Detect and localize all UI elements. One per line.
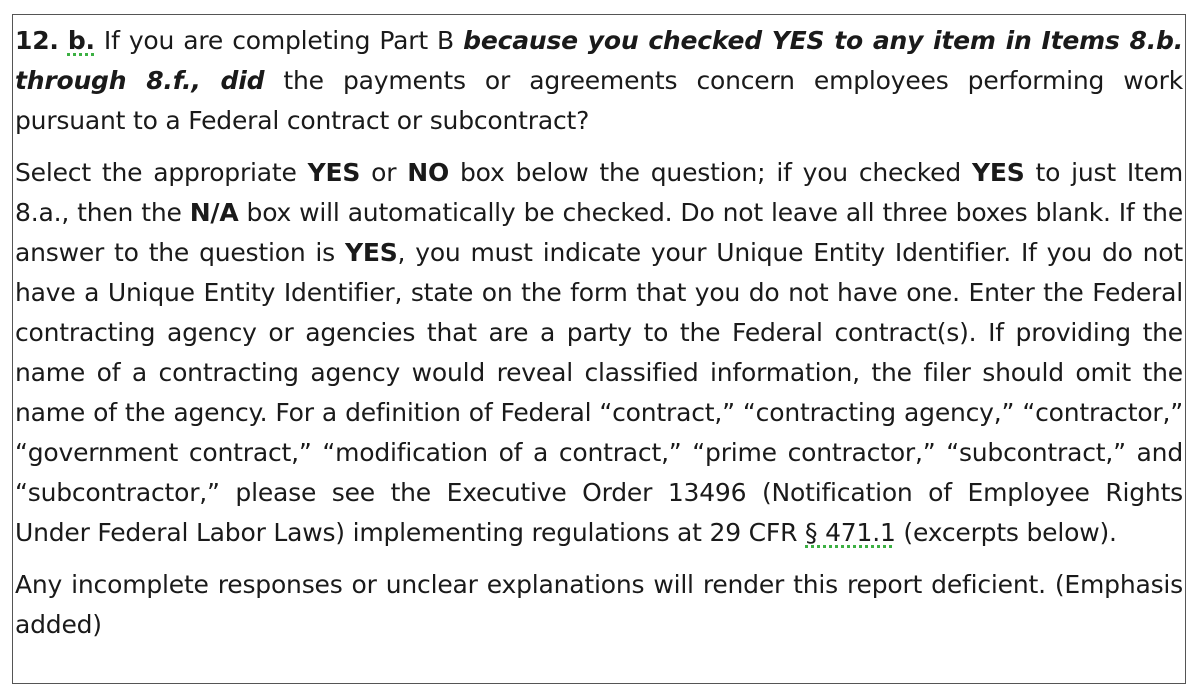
instructions-text-5: box will automatically be checked. Do not leave all three boxes blank. If the answer to the question is — [15, 198, 1183, 267]
instructions-text-6: , you must indicate your Unique Entity Identifier. If you do not have a Unique Entity Identifier, state on the form that you do not have one. Enter the Federal contracting agency or agencies that are a party to the Federal contract(s). If providing the name of a contracting agency would reveal classified information, the filer should omit the name of the agency. For a definition of Federal “contract,” “contracting agency,” “contractor,” “government contract,” “modification of a contract,” “prime contractor,” “subcontract,” and “subcontractor,” please see the Executive Order 13496 (Notification of Employee Rights Under Federal Labor Laws) implementing regulations at 29 CFR — [15, 238, 1184, 547]
yes-label-2: YES — [971, 158, 1025, 187]
instructions-text-1: Select the appropriate — [15, 158, 308, 187]
yes-label-3: YES — [344, 238, 398, 267]
cfr-citation: § 471.1 — [805, 518, 896, 547]
instructions-text-7: (excerpts below). — [895, 518, 1117, 547]
instruction-box — [12, 14, 1186, 684]
no-label: NO — [407, 158, 450, 187]
item-number: 12. — [15, 26, 59, 55]
na-label: N/A — [189, 198, 239, 227]
question-intro: If you are completing Part B — [94, 26, 464, 55]
instructions-text-2: or — [360, 158, 408, 187]
item-letter: b. — [67, 26, 95, 55]
question-paragraph — [15, 21, 1183, 141]
instructions-text-4: to just Item 8.a., then the — [15, 158, 1183, 227]
yes-label-1: YES — [307, 158, 361, 187]
warning-paragraph: Any incomplete responses or unclear explanations will render this report deficient. (Emphasis added) — [15, 570, 1183, 639]
instructions-text-3: box below the question; if you checked — [449, 158, 972, 187]
instructions-paragraph — [15, 153, 1183, 553]
question-rest: the payments or agreements concern employees performing work pursuant to a Federal contract or subcontract? — [15, 66, 1183, 135]
question-emphasis: because you checked YES to any item in Items 8.b. through 8.f., did — [15, 26, 1183, 95]
